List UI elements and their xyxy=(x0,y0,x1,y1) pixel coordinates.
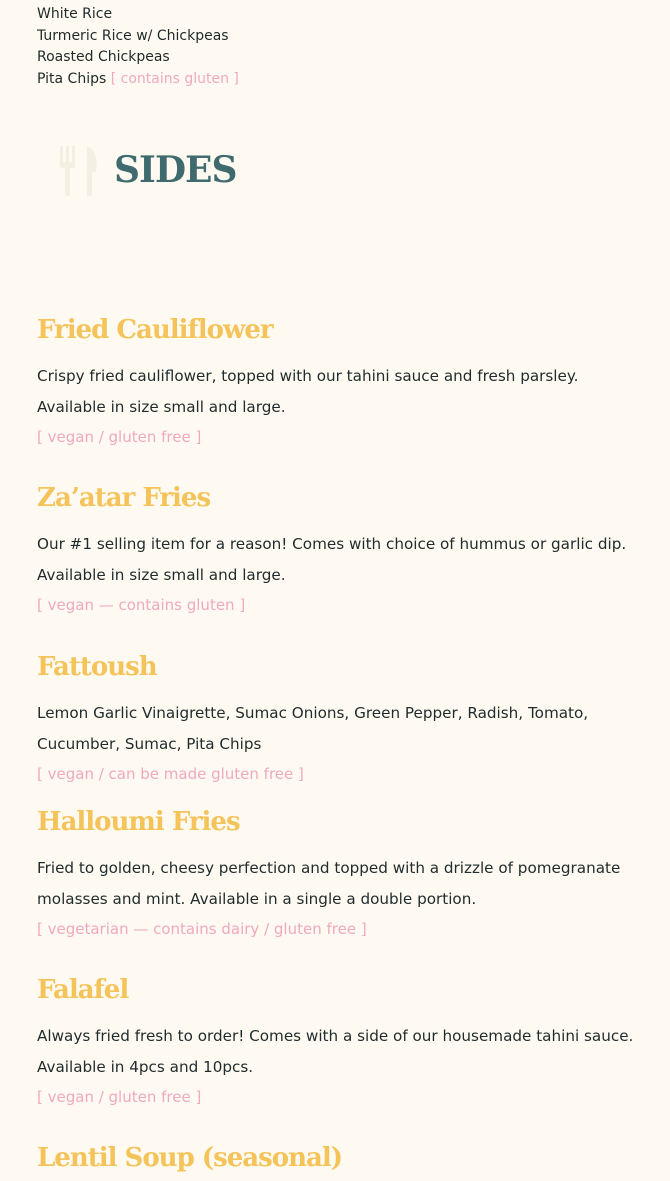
item-name: Fried Cauliflower xyxy=(37,315,273,345)
base-item: Roasted Chickpeas xyxy=(37,49,170,66)
menu-item xyxy=(37,313,647,452)
dietary-tag: [ vegan / gluten free ] xyxy=(37,1088,202,1107)
sides-section-header xyxy=(56,140,237,200)
item-name: Fattoush xyxy=(37,652,157,682)
item-name: Lentil Soup (seasonal) xyxy=(37,1143,343,1173)
menu-item xyxy=(37,650,647,789)
base-item: White Rice xyxy=(37,6,113,22)
item-description: Always fried fresh to order! Comes with a side of our housemade tahini sauce. Available in 4pcs and 10pcs. xyxy=(37,1027,634,1076)
item-name: Falafel xyxy=(37,975,129,1005)
utensils-icon xyxy=(56,142,102,198)
dietary-tag: [ vegan — contains gluten ] xyxy=(37,596,246,615)
section-title: SIDES xyxy=(114,149,237,191)
menu-item xyxy=(37,805,647,944)
item-description: Crispy fried cauliflower, topped with our tahini sauce and fresh parsley. Available in size small and large. xyxy=(37,367,579,416)
base-item: Turmeric Rice w/ Chickpeas xyxy=(37,27,229,44)
bases-list xyxy=(37,4,239,91)
item-description: Lemon Garlic Vinaigrette, Sumac Onions, Green Pepper, Radish, Tomato, Cucumber, Sumac, Pita Chips xyxy=(37,704,589,753)
item-name: Halloumi Fries xyxy=(37,807,240,837)
menu-item xyxy=(37,1141,647,1175)
dietary-tag: [ vegetarian — contains dairy / gluten free ] xyxy=(37,920,367,939)
dietary-tag: [ contains gluten ] xyxy=(110,71,239,88)
item-description: Our #1 selling item for a reason! Comes with choice of hummus or garlic dip. Available in size small and large. xyxy=(37,535,627,584)
base-item: Pita Chips [ contains gluten ] xyxy=(37,71,239,88)
item-description: Fried to golden, cheesy perfection and topped with a drizzle of pomegranate molasses and mint. Available in a single a double portion. xyxy=(37,859,621,908)
item-name: Za’atar Fries xyxy=(37,483,211,513)
dietary-tag: [ vegan / gluten free ] xyxy=(37,428,202,447)
menu-item xyxy=(37,973,647,1112)
dietary-tag: [ vegan / can be made gluten free ] xyxy=(37,765,304,784)
menu-item xyxy=(37,481,647,620)
